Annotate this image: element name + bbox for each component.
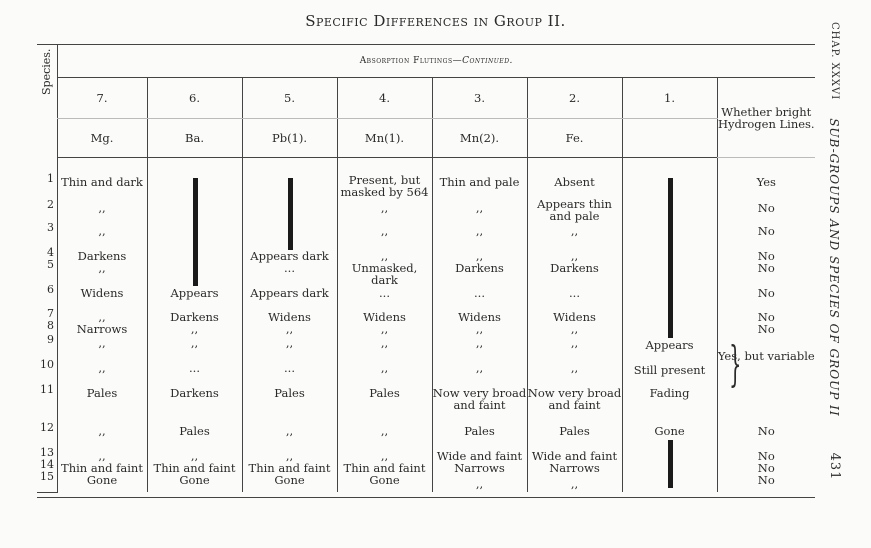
col2-entry: ,, <box>570 322 579 336</box>
col6-bar <box>193 178 198 286</box>
hydrogen-entry: No <box>757 449 775 463</box>
species-number: 5 <box>47 258 54 271</box>
chapter-label: CHAP. XXXVI <box>829 22 840 101</box>
hydrogen-entry: Yes <box>756 175 776 189</box>
band-label-italic: Continued. <box>462 56 513 66</box>
col3-entry: ... <box>474 286 485 300</box>
col1-entry: Appears <box>645 338 694 352</box>
hydrogen-entry: No <box>757 261 775 275</box>
col6-element: Ba. <box>147 119 242 158</box>
hydrogen-entry: No <box>757 461 775 475</box>
col4-entry: ,, <box>380 249 389 263</box>
col7-entry: Pales <box>86 386 118 400</box>
col5-entry: Widens <box>268 310 311 324</box>
col1-bar-top <box>668 178 673 338</box>
hydrogen-entry: No <box>757 224 775 238</box>
col4-entry: Pales <box>369 386 400 400</box>
col2-entry: Darkens <box>550 261 599 275</box>
species-number: 4 <box>47 246 54 259</box>
col4-entry: Gone <box>369 473 400 487</box>
col6-entry: Appears <box>170 286 219 300</box>
col3-number: 3. <box>432 78 527 119</box>
col6-body <box>147 158 242 493</box>
species-number: 1 <box>47 172 54 185</box>
col6-number: 6. <box>147 78 242 119</box>
col5-entry: ,, <box>285 424 294 438</box>
col7-entry: Thin and faint <box>61 461 143 475</box>
side-margin <box>818 22 858 522</box>
col1-element <box>622 119 717 158</box>
hydrogen-entry: No <box>757 201 775 215</box>
col4-entry: ,, <box>380 322 389 336</box>
band-label: Absorption Flutings— <box>359 56 463 66</box>
col6-entry: Pales <box>179 424 210 438</box>
col7-entry: Thin and dark <box>61 175 143 189</box>
col3-entry: ,, <box>475 322 484 336</box>
col6-entry: Gone <box>179 473 210 487</box>
col2-body <box>527 158 622 493</box>
col4-entry: ,, <box>380 201 389 215</box>
species-number: 12 <box>40 421 54 434</box>
col5-entry: ,, <box>285 322 294 336</box>
col7-entry: ,, <box>98 310 106 324</box>
hydrogen-entry: Yes, but variable <box>717 349 815 363</box>
col2-entry: Now very broad and faint <box>527 386 622 412</box>
page-number: 431 <box>827 452 842 481</box>
col7-entry: ,, <box>98 424 106 438</box>
col2-entry: Appears thin and pale <box>537 197 612 223</box>
hydrogen-entry: No <box>757 473 775 487</box>
col3-entry: ,, <box>475 224 484 238</box>
col2-entry: ,, <box>570 224 579 238</box>
band-header <box>57 45 815 78</box>
col4-entry: ,, <box>380 336 389 350</box>
col2-number: 2. <box>527 78 622 119</box>
species-header: Species. <box>40 48 53 95</box>
col5-entry: Thin and faint <box>248 461 331 475</box>
col7-entry: ,, <box>98 201 106 215</box>
species-number: 9 <box>47 333 54 346</box>
col5-entry: Appears dark <box>250 249 329 263</box>
species-number: 8 <box>47 319 54 332</box>
col1-body <box>622 158 717 493</box>
col2-entry: Narrows <box>549 461 600 475</box>
col4-entry: Present, but masked by 564 <box>340 173 429 199</box>
col7-entry: ,, <box>98 361 106 375</box>
col7-entry: ,, <box>98 261 106 275</box>
hydrogen-body <box>717 158 815 493</box>
species-number: 6 <box>47 283 54 296</box>
running-head <box>827 22 842 480</box>
col5-entry: ... <box>284 361 295 375</box>
species-number: 2 <box>47 198 54 211</box>
col4-number: 4. <box>337 78 432 119</box>
col5-entry: ,, <box>285 449 294 463</box>
col5-entry: ,, <box>285 336 294 350</box>
col4-entry: Thin and faint <box>343 461 426 475</box>
col2-entry: Absent <box>554 175 595 189</box>
running-head-text: SUB-GROUPS AND SPECIES OF GROUP II <box>827 118 842 417</box>
species-number: 13 <box>40 446 54 459</box>
species-number: 14 <box>40 458 54 471</box>
col6-entry: Darkens <box>170 310 219 324</box>
col1-entry: Fading <box>649 386 690 400</box>
col3-entry: Thin and pale <box>439 175 520 189</box>
col4-entry: ... <box>379 286 390 300</box>
species-number: 3 <box>47 221 54 234</box>
species-numbers <box>37 154 57 488</box>
col2-entry: ,, <box>570 249 579 263</box>
col3-entry: ,, <box>475 361 484 375</box>
col1-entry: Still present <box>633 363 706 377</box>
col2-entry: ,, <box>570 361 579 375</box>
col6-entry: Thin and faint <box>153 461 236 475</box>
col3-entry: Wide and faint <box>436 449 523 463</box>
col6-entry: ,, <box>190 322 199 336</box>
col6-entry: ,, <box>190 449 199 463</box>
page-title: Specific Differences in Group II. <box>305 12 566 30</box>
col3-body <box>432 158 527 493</box>
hydrogen-entry: No <box>757 286 775 300</box>
col5-number: 5. <box>242 78 337 119</box>
col3-entry: Pales <box>464 424 495 438</box>
col3-entry: Now very broad and faint <box>432 386 527 412</box>
col4-body <box>337 158 432 493</box>
col3-entry: ,, <box>475 477 484 491</box>
col2-entry: Pales <box>559 424 590 438</box>
col6-entry: ,, <box>190 336 199 350</box>
col4-entry: ,, <box>380 361 389 375</box>
col5-element: Pb(1). <box>242 119 337 158</box>
whether-header: Whether bright Hydrogen Lines. <box>717 78 815 158</box>
brace-icon: } <box>728 336 741 392</box>
col5-bar <box>288 178 293 250</box>
col3-entry: Darkens <box>455 261 504 275</box>
col7-entry: ,, <box>98 449 106 463</box>
col3-entry: Narrows <box>454 461 505 475</box>
species-number: 10 <box>40 358 54 371</box>
bottom-rule <box>37 497 815 498</box>
col4-entry: Widens <box>363 310 406 324</box>
col1-number: 1. <box>622 78 717 119</box>
col7-body <box>57 158 147 493</box>
hydrogen-entry: No <box>757 249 775 263</box>
col2-element: Fe. <box>527 119 622 158</box>
col4-entry: ,, <box>380 424 389 438</box>
col7-entry: Darkens <box>77 249 127 263</box>
col7-entry: ,, <box>98 336 106 350</box>
col5-entry: ... <box>284 261 295 275</box>
col2-entry: ,, <box>570 477 579 491</box>
col2-entry: ,, <box>570 336 579 350</box>
col7-element: Mg. <box>57 119 147 158</box>
col7-entry: Narrows <box>76 322 128 336</box>
species-number: 15 <box>40 470 54 483</box>
col3-element: Mn(2). <box>432 119 527 158</box>
col5-entry: Pales <box>274 386 305 400</box>
col4-entry: Unmasked, dark <box>351 261 418 287</box>
species-number: 7 <box>47 307 54 320</box>
col7-entry: ,, <box>98 224 106 238</box>
col2-entry: ... <box>569 286 580 300</box>
col5-entry: Gone <box>274 473 305 487</box>
col3-entry: Widens <box>458 310 501 324</box>
col2-entry: Widens <box>553 310 596 324</box>
col3-entry: ,, <box>475 249 484 263</box>
col6-entry: Darkens <box>170 386 219 400</box>
col3-entry: ,, <box>475 336 484 350</box>
col1-bar-bottom <box>668 440 673 488</box>
hydrogen-entry: No <box>757 424 775 438</box>
col5-entry: Appears dark <box>250 286 329 300</box>
species-number: 11 <box>40 383 54 396</box>
hydrogen-entry: No <box>757 310 775 324</box>
col4-element: Mn(1). <box>337 119 432 158</box>
differences-table <box>37 44 815 493</box>
col7-number: 7. <box>57 78 147 119</box>
col4-entry: ,, <box>380 449 389 463</box>
col1-entry: Gone <box>654 424 685 438</box>
col6-entry: ... <box>189 361 200 375</box>
col3-entry: ,, <box>475 201 484 215</box>
hydrogen-entry: No <box>757 322 775 336</box>
col4-entry: ,, <box>380 224 389 238</box>
col7-entry: Widens <box>80 286 124 300</box>
col5-body <box>242 158 337 493</box>
col7-entry: Gone <box>86 473 118 487</box>
col2-entry: Wide and faint <box>531 449 618 463</box>
